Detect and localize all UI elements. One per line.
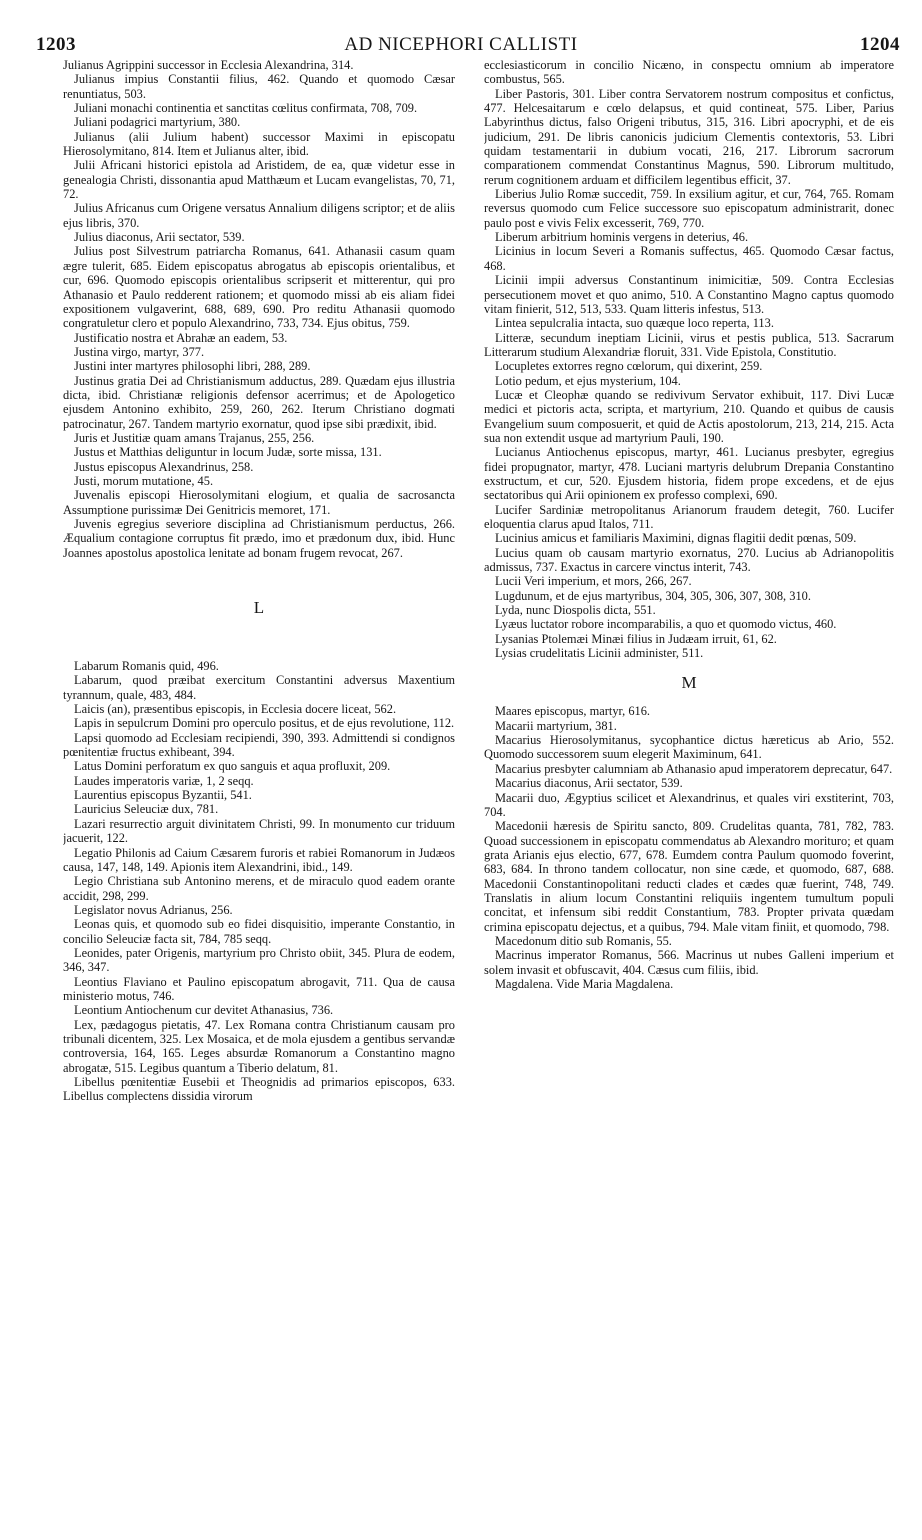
index-entry: Justinus gratia Dei ad Christianismum adductus, 289. Quædam ejus illustria dicta, ibid. Christianæ religionis defensor acerrimus; et de Apologetico ejusdem Antonino exhibito, 259, 260, 262. Iterum Christiano dogmati patrocinatur, 267. Tandem martyrio exornatur, quod ipse sibi prædixit, ibid. (63, 373, 455, 431)
index-entry: Lyæus luctator robore incomparabilis, a quo et quomodo victus, 460. (495, 617, 837, 632)
index-entry: Legio Christiana sub Antonino merens, et de miraculo quod eadem orante accidit, 298, 299. (63, 874, 455, 903)
index-entry: Julius post Silvestrum patriarcha Romanus, 641. Athanasii casum quam ægre tulerit, 685. Eidem episcopatus abrogatus ab episcopis orientalibus, et cur, 696. Quomodo episcopis orientalibus scripserit et mitterentur, qui pro Athanasio et Paulo redderent rationem; et quomodo missi ab eis aliam fidei expositionem vulgaverint, 688, 689, 690. Pro reditu Athanasii quomodo congratuletur clero et populo Alexandrino, 733, 734. Ejus obitus, 759. (63, 244, 455, 331)
index-section-l-continued (484, 58, 894, 660)
section-letter-l: L (253, 598, 265, 618)
index-entry: Justina virgo, martyr, 377. (74, 344, 205, 359)
index-entry: Lucius quam ob causam martyrio exornatus, 270. Lucius ab Adrianopolitis admissus, 737. Exactus in carcere vinctus interit, 743. (484, 545, 894, 575)
index-section-j (63, 58, 455, 560)
index-entry: Labarum Romanis quid, 496. (74, 659, 219, 674)
index-entry: Liberius Julio Romæ succedit, 759. In exsilium agitur, et cur, 764, 765. Romam reversus quomodo cum Felice successore suo episcopatum administrarit, donec paulo post e vivis Felix excesserit, 769, 770. (484, 187, 894, 230)
index-entry: Julii Africani historici epistola ad Aristidem, de ea, quæ videtur esse in genealogia Christi, dissonantia apud Matthæum et Lucam evangelistas, 70, 71, 72. (63, 158, 455, 202)
index-entry: Liber Pastoris, 301. Liber contra Servatorem nostrum compositus et confictus, 477. Helcesaitarum e cœlo delapsus, et quid contineat, 575. Liber, Parius Labyrinthus dictus, falso Origeni tributus, 315, 316. Libri apocryphi, et de eis judicium, 291. De libris canonicis judicium Clementis contextoris, 53. Libri quidam testamentarii in dubium vocati, 216, 217. Librorum sacrorum comparationem commendat Constantinus Magnus, 590. Librorum multitudo, rerum cognitionem arduam et difficilem legentibus efficit, 37. (484, 86, 894, 187)
index-entry: Litteræ, secundum ineptiam Licinii, virus et pestis publica, 513. Sacrarum Litterarum studium Alexandriæ floruit, 331. Vide Epistola, Constitutio. (484, 330, 894, 359)
index-entry: Legatio Philonis ad Caium Cæsarem furoris et rabiei Romanorum in Judæos causa, 147, 148, 149. Apionis item Alexandrini, ibid., 149. (63, 845, 455, 874)
index-entry: Lazari resurrectio arguit divinitatem Christi, 99. In monumento cur triduum jacuerit, 122. (63, 816, 455, 846)
index-entry: Juvenalis episcopi Hierosolymitani elogium, et qualia de sacrosancta Assumptione purissimæ Dei Genitricis memoret, 171. (63, 488, 455, 517)
index-entry: Leontium Antiochenum cur devitet Athanasius, 736. (74, 1003, 334, 1018)
index-entry: Macedonum ditio sub Romanis, 55. (495, 933, 672, 948)
index-entry: Julianus impius Constantii filius, 462. Quando et quomodo Cæsar renuntiatus, 503. (63, 72, 455, 101)
index-entry: Justificatio nostra et Abrahæ an eadem, 53. (74, 330, 288, 345)
index-entry: Lugdunum, et de ejus martyribus, 304, 305, 306, 307, 308, 310. (495, 588, 811, 603)
index-entry: Justini inter martyres philosophi libri, 288, 289. (74, 359, 311, 374)
index-entry: Lintea sepulcralia intacta, suo quæque loco reperta, 113. (495, 316, 774, 331)
index-entry: Locupletes extorres regno cœlorum, qui dixerint, 259. (495, 359, 763, 374)
index-entry: Leonas quis, et quomodo sub eo fidei disquisitio, imperante Constantio, in concilio Seleuciæ facta sit, 784, 785 seqq. (63, 917, 455, 946)
index-entry: Macarius diaconus, Arii sectator, 539. (495, 776, 683, 791)
index-entry: Lapis in sepulcrum Domini pro operculo positus, et de ejus revolutione, 112. (74, 716, 455, 731)
index-entry: Laicis (an), præsentibus episcopis, in Ecclesia docere liceat, 562. (74, 702, 397, 717)
section-letter-m: M (681, 673, 697, 693)
index-entry: Lex, pædagogus pietatis, 47. Lex Romana contra Christianum causam pro tribunali dicentem, 325. Lex Mosaica, et de mola ejusdem a gentibus servandæ controversia, 164, 165. Leges absurdæ Romanorum a Constantino magno abrogatæ, 515. Legibus quantum a Tiberio delatum, 81. (63, 1017, 455, 1075)
index-entry: Macedonii hæresis de Spiritu sancto, 809. Crudelitas quanta, 781, 782, 783. Quoad successionem in episcopatu commendatus ab Alexandro morituro; et quam grata Arianis ejus electio, 677, 678. Eumdem contra Paulum quomodo foverint, 683, 684. In throno tandem collocatur, non sine cæde, et quomodo, 687, 688. Macedonii Constantinopolitani reducti clades et cædes quæ fuerint, 748, 749. Translatis in alium locum Constantini reliquiis ingentem tumultum populi concitat, et infensum sibi reddit Constantium, 783. Propter privata quædam crimina episcopatu dejectus, et a quibus, 794. Male vitam finiit, et quomodo, 798. (484, 819, 894, 934)
index-entry: Licinii impii adversus Constantinum inimicitiæ, 509. Contra Ecclesias persecutionem movet et quo animo, 510. A Constantino Magno captus quomodo vitam finierit, 512, 513, 533. Quam litteris infestus, 513. (484, 273, 894, 316)
index-entry: Julius Africanus cum Origene versatus Annalium diligens scriptor; et de aliis ejus libris, 370. (63, 201, 455, 230)
index-entry: Justi, morum mutatione, 45. (74, 473, 214, 488)
index-entry: Lyda, nunc Diospolis dicta, 551. (495, 603, 656, 618)
index-entry: Licinius in locum Severi a Romanis suffectus, 465. Quomodo Cæsar factus, 468. (484, 244, 894, 273)
index-entry: Macarii martyrium, 381. (495, 718, 617, 733)
index-entry: Lucifer Sardiniæ metropolitanus Arianorum fraudem detegit, 760. Lucifer eloquentia clarus apud Italos, 711. (484, 502, 894, 531)
index-entry: Laurentius episcopus Byzantii, 541. (74, 788, 252, 803)
left-column (63, 58, 455, 1533)
index-entry: Liberum arbitrium hominis vergens in deterius, 46. (495, 230, 749, 245)
index-section-l (63, 659, 455, 1104)
index-entry: Julianus Agrippini successor in Ecclesia Alexandrina, 314. (63, 58, 354, 72)
index-entry: Libellus pœnitentiæ Eusebii et Theognidis ad primarios episcopos, 633. Libellus complectens dissidia virorum (63, 1075, 455, 1104)
index-entry: Macarius Hierosolymitanus, sycophantice dictus hæreticus ab Ario, 552. Quomodo successorem suum elegerit Maximinum, 641. (484, 733, 894, 762)
index-entry: Lotio pedum, et ejus mysterium, 104. (495, 373, 681, 388)
index-entry: Juliani podagrici martyrium, 380. (74, 115, 241, 130)
index-entry: Leontius Flaviano et Paulino episcopatum abrogavit, 711. Qua de causa ministerio motus, 746. (63, 974, 455, 1003)
index-entry: Julianus (alii Julium habent) successor Maximi in episcopatu Hierosolymitano, 814. Item et Julianus alter, ibid. (63, 129, 455, 159)
index-entry: Latus Domini perforatum ex quo sanguis et aqua profluxit, 209. (74, 759, 391, 774)
index-entry: Laudes imperatoris variæ, 1, 2 seqq. (74, 773, 254, 788)
index-entry: Legislator novus Adrianus, 256. (74, 902, 233, 917)
index-entry: Lysias crudelitatis Licinii administer, 511. (495, 646, 704, 661)
index-entry: Leonides, pater Origenis, martyrium pro Christo obiit, 345. Plura de eodem, 346, 347. (63, 945, 455, 975)
index-entry: Justus episcopus Alexandrinus, 258. (74, 459, 254, 474)
index-entry: Maares episcopus, martyr, 616. (495, 704, 651, 719)
index-entry: Lucianus Antiochenus episcopus, martyr, 461. Lucianus presbyter, egregius fidei propugnator, martyr, 478. Luciani martyris delubrum Drepania Constantino exstructum, et cur, 520. Ejusdem historia, fidem prope excedens, et de ejus sectatoribus qui Arii opinionem ex professo complexi, 690. (484, 445, 894, 503)
index-entry: Macarii duo, Ægyptius scilicet et Alexandrinus, et quales viri exstiterint, 703, 704. (484, 790, 894, 819)
index-entry: Lapsi quomodo ad Ecclesiam recipiendi, 390, 393. Admittendi si condignos pœnitentiæ fructus exhibeant, 394. (63, 730, 455, 760)
index-entry: Lucii Veri imperium, et mors, 266, 267. (495, 574, 692, 589)
index-entry: Labarum, quod præibat exercitum Constantini adversus Maxentium tyrannum, quale, 483, 484. (63, 673, 455, 702)
index-section-m (484, 704, 894, 991)
index-entry: Lauricius Seleuciæ dux, 781. (74, 802, 219, 817)
index-entry: Macarius presbyter calumniam ab Athanasio apud imperatorem deprecatur, 647. (495, 761, 893, 776)
index-entry: Magdalena. Vide Maria Magdalena. (495, 976, 674, 991)
index-entry: Lysanias Ptolemæi Minæi filius in Judæam irruit, 61, 62. (495, 631, 777, 646)
page-number-right: 1204 (860, 34, 900, 55)
index-entry: ecclesiasticorum in concilio Nicæno, in conspectu omnium ab imperatore combustus, 565. (484, 58, 894, 87)
index-entry: Macrinus imperator Romanus, 566. Macrinus ut nubes Galleni imperium et solem invasit et obfuscavit, 404. Cæsus cum filiis, ibid. (484, 948, 894, 977)
index-entry: Juliani monachi continentia et sanctitas cœlitus confirmata, 708, 709. (74, 101, 418, 116)
page-header (0, 0, 922, 60)
index-entry: Juris et Justitiæ quam amans Trajanus, 255, 256. (74, 430, 315, 445)
index-entry: Justus et Matthias deliguntur in locum Judæ, sorte missa, 131. (74, 445, 382, 460)
index-entry: Lucinius amicus et familiaris Maximini, dignas flagitii dedit pœnas, 509. (495, 531, 857, 546)
running-title: AD NICEPHORI CALLISTI (344, 34, 578, 55)
index-entry: Juvenis egregius severiore disciplina ad Christianismum perductus, 266. Æqualium contagione corruptus fit prædo, imo et prædonum dux, ibid. Hunc Joannes apostolus apostolica lenitate ad bonam frugem revocat, 267. (63, 517, 455, 560)
right-column (484, 58, 894, 1533)
index-entry: Lucæ et Cleophæ quando se redivivum Servator exhibuit, 117. Divi Lucæ medici et pictoris acta, scripta, et martyrium, 210. Quando et quibus de causis Evangelium suum composuerit, et quid de Actis apostolorum, 213, 214, 215. Acta sua non extendit usque ad martyrium Pauli, 190. (484, 387, 894, 445)
index-entry: Julius diaconus, Arii sectator, 539. (74, 230, 245, 245)
page-number-left: 1203 (36, 34, 76, 55)
